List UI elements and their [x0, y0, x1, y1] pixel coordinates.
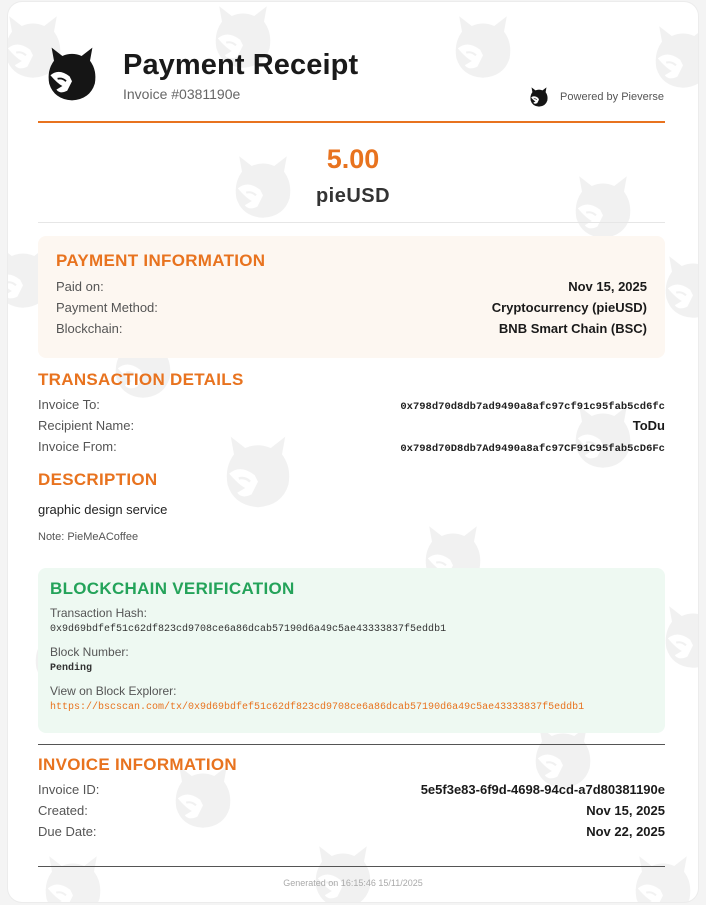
- transaction-row-recipient: [38, 418, 665, 433]
- row-label: Payment Method:: [56, 300, 158, 315]
- block-number-value: Pending: [50, 663, 93, 674]
- header-divider: [38, 121, 665, 123]
- row-label: Blockchain:: [56, 321, 123, 336]
- explorer-label: View on Block Explorer:: [50, 684, 177, 698]
- row-label: Paid on:: [56, 279, 104, 294]
- tx-hash-value[interactable]: 0x9d69bdfef51c62df823cd9708ce6a86dcab57190d6a49c5ae43333837f5eddb1: [50, 624, 447, 635]
- footer-divider: [38, 866, 665, 867]
- blockchain-verification-heading: BLOCKCHAIN VERIFICATION: [50, 579, 295, 598]
- invoice-row-created: [38, 803, 665, 818]
- row-label: Invoice ID:: [38, 782, 100, 797]
- description-text: graphic design service: [38, 502, 168, 517]
- row-label: Recipient Name:: [38, 418, 135, 433]
- row-value[interactable]: 0x798d70D8db7Ad9490a8afc97CF91C95fab5cD6Fc: [400, 443, 665, 455]
- page-title: Payment Receipt: [123, 49, 359, 81]
- block-explorer-link[interactable]: https://bscscan.com/tx/0x9d69bdfef51c62df823cd9708ce6a86dcab57190d6a49c5ae43333837f5eddb1: [50, 702, 585, 713]
- row-value: BNB Smart Chain (BSC): [498, 321, 647, 336]
- description-heading: DESCRIPTION: [38, 470, 158, 489]
- amount-divider: [38, 222, 665, 223]
- tx-hash-label: Transaction Hash:: [50, 606, 147, 620]
- powered-by: [528, 86, 664, 108]
- row-value: ToDu: [632, 418, 665, 433]
- row-value: Nov 22, 2025: [586, 824, 665, 839]
- row-value[interactable]: 0x798d70d8db7ad9490a8afc97cf91c95fab5cd6fc: [400, 401, 665, 413]
- description-note: Note: PieMeACoffee: [38, 531, 139, 543]
- row-value: Cryptocurrency (pieUSD): [491, 300, 647, 315]
- invoice-info-divider: [38, 744, 665, 745]
- transaction-row-invoice-from: [38, 439, 665, 455]
- generated-timestamp: Generated on 16:15:46 15/11/2025: [283, 878, 423, 888]
- row-value: 5e5f3e83-6f9d-4698-94cd-a7d80381190e: [420, 782, 665, 797]
- powered-by-text: Powered by Pieverse: [560, 91, 664, 103]
- row-label: Invoice From:: [38, 439, 117, 454]
- payment-row-paid-on: [56, 279, 647, 294]
- pieverse-logo-icon: [42, 44, 102, 104]
- payment-information-heading: PAYMENT INFORMATION: [56, 251, 266, 270]
- row-value: Nov 15, 2025: [586, 803, 665, 818]
- payment-row-blockchain: [56, 321, 647, 336]
- amount-value: 5.00: [326, 144, 380, 174]
- invoice-row-due-date: [38, 824, 665, 839]
- amount-currency: pieUSD: [315, 185, 391, 207]
- transaction-details-heading: TRANSACTION DETAILS: [38, 370, 244, 389]
- row-label: Invoice To:: [38, 397, 100, 412]
- invoice-number: Invoice #0381190e: [123, 86, 241, 102]
- block-number-label: Block Number:: [50, 645, 129, 659]
- payment-row-method: [56, 300, 647, 315]
- invoice-row-id: [38, 782, 665, 797]
- pieverse-small-logo-icon: [528, 86, 550, 108]
- receipt-card: [8, 2, 698, 902]
- row-value: Nov 15, 2025: [568, 279, 647, 294]
- transaction-row-invoice-to: [38, 397, 665, 413]
- invoice-information-heading: INVOICE INFORMATION: [38, 755, 237, 774]
- row-label: Due Date:: [38, 824, 97, 839]
- row-label: Created:: [38, 803, 88, 818]
